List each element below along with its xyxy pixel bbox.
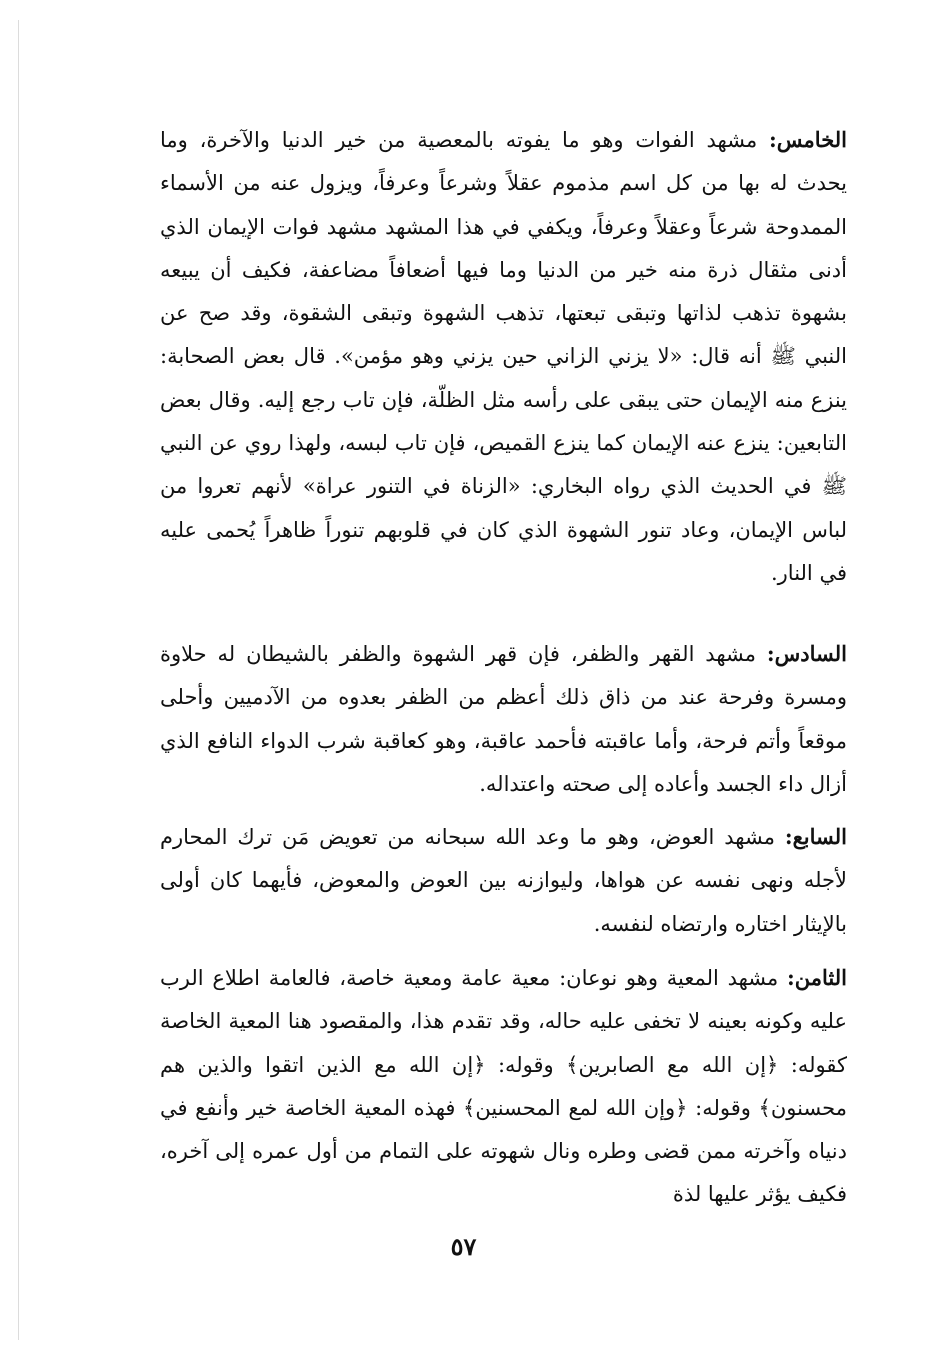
scan-edge-line (18, 20, 19, 1340)
paragraph-lead: الخامس: (769, 127, 847, 152)
paragraph-fifth (160, 118, 847, 595)
paragraph-sixth (160, 632, 847, 806)
paragraph-text: مشهد القهر والظفر، فإن قهر الشهوة والظفر بالشيطان له حلاوة ومسرة وفرحة عند من ذاق ذلك أعظم من الظفر بعدوه من الآدميين وأحلى موقعاً وأتم فرحة، وأما عاقبته فأحمد عاقبة، وهو كعاقبة شرب الدواء النافع الذي أزال داء الجسد وأعاده إلى صحته واعتداله. (160, 642, 847, 796)
paragraph-lead: السابع: (784, 824, 847, 849)
paragraph-seventh (160, 815, 847, 946)
paragraph-eighth (160, 956, 847, 1217)
paragraph-lead: الثامن: (787, 965, 847, 990)
paragraph-body (160, 815, 847, 946)
paragraph-text: مشهد الفوات وهو ما يفوته بالمعصية من خير الدنيا والآخرة، وما يحدث له بها من كل اسم مذموم عقلاً وشرعاً وعرفاً، ويزول عنه من الأسماء الممدوحة شرعاً وعقلاً وعرفاً، ويكفي في هذا المشهد مشهد فوات الإيمان الذي أدنى مثقال ذرة منه خير من الدنيا وما فيها أضعافاً مضاعفة، فكيف أن يبيعه بشهوة تذهب لذاتها وتبقى تبعتها، تذهب الشهوة وتبقى الشقوة، وقد صح عن النبي ﷺ أنه قال: «لا يزني الزاني حين يزني وهو مؤمن». قال بعض الصحابة: ينزع منه الإيمان حتى يبقى على رأسه مثل الظلّة، فإن تاب رجع إليه. وقال بعض التابعين: ينزع عنه الإيمان كما ينزع القميص، فإن تاب لبسه، ولهذا روي عن النبي ﷺ في الحديث الذي رواه البخاري: «الزناة في التنور عراة» لأنهم تعروا من لباس الإيمان، وعاد تنور الشهوة الذي كان في قلوبهم تنوراً ظاهراً يُحمى عليه في النار. (160, 128, 847, 585)
paragraph-body (160, 632, 847, 806)
paragraph-body (160, 956, 847, 1217)
paragraph-text: مشهد العوض، وهو ما وعد الله سبحانه من تعويض مَن ترك المحارم لأجله ونهى نفسه عن هواها، وليوازنه بين العوض والمعوض، فأيهما كان أولى بالإيثار اختاره وارتضاه لنفسه. (160, 825, 847, 936)
paragraph-lead: السادس: (766, 641, 847, 666)
paragraph-body (160, 118, 847, 595)
page-number: ٥٧ (450, 1232, 477, 1261)
paragraph-text: مشهد المعية وهو نوعان: معية عامة ومعية خاصة، فالعامة اطلاع الرب عليه وكونه بعينه لا تخفى عليه حاله، وقد تقدم هذا، والمقصود هنا المعية الخاصة كقوله: ﴿إن الله مع الصابرين﴾ وقوله: ﴿إن الله مع الذين اتقوا والذين هم محسنون﴾ وقوله: ﴿وإن الله لمع المحسنين﴾ فهذه المعية الخاصة خير وأنفع في دنياه وآخرته ممن قضى وطره ونال شهوته على التمام من أول عمره إلى آخره، فكيف يؤثر عليها لذة (160, 966, 847, 1207)
